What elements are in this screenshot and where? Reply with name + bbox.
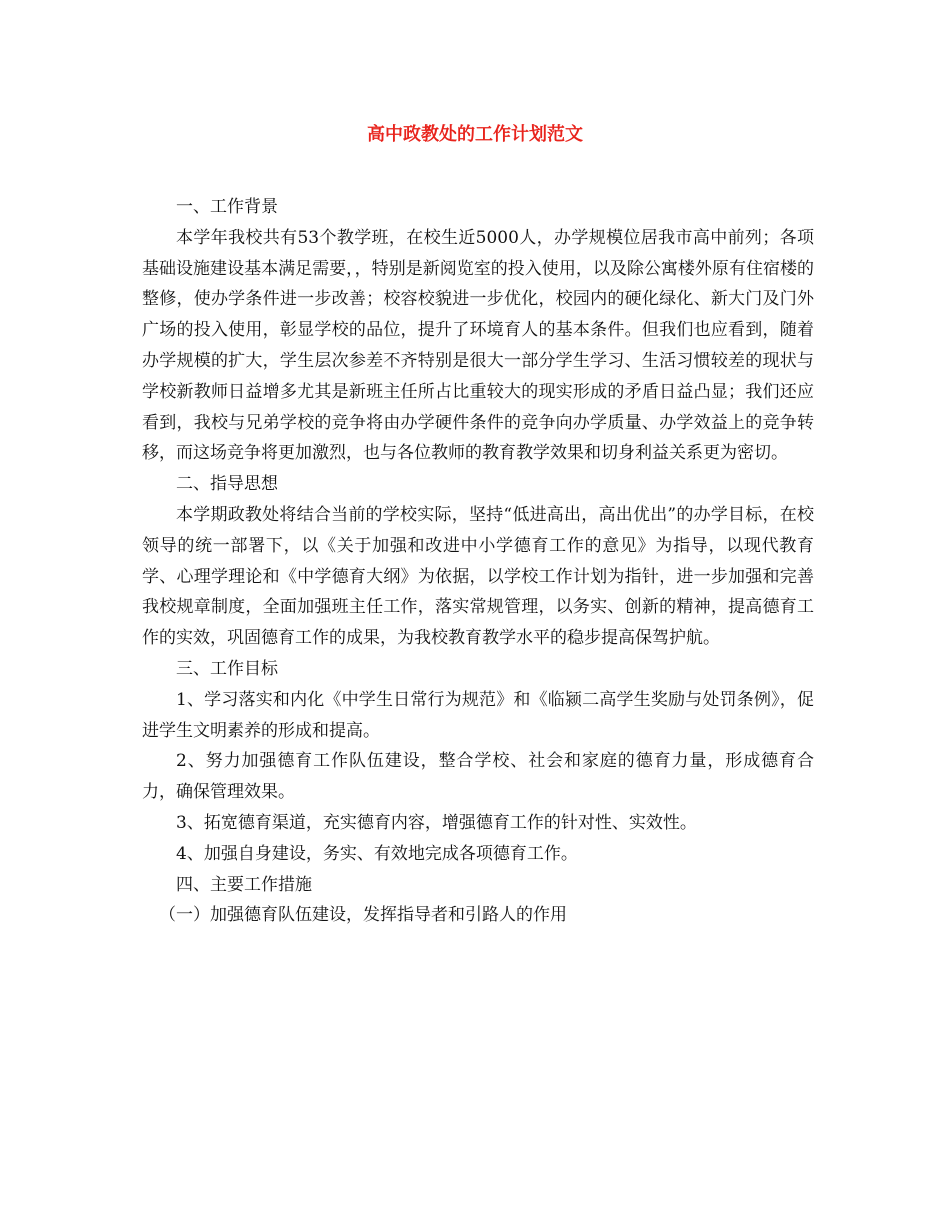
- document-title: 高中政教处的工作计划范文: [367, 124, 583, 145]
- section-heading-guiding-ideology: 二、指导思想: [176, 474, 278, 495]
- paragraph-background: 本学年我校共有53个教学班，在校生近5000人，办学规模位居我市高中前列；各项基础设施建设基本满足需要，，特别是新阅览室的投入使用，以及除公寓楼外原有住宿楼的整修，使办学条件进一步改善；校容校貌进一步优化，校园内的硬化绿化、新大门及门外广场的投入使用，彰显学校的品位，提升了环境育人的基本条件。但我们也应看到，随着办学规模的扩大，学生层次参差不齐特别是很大一部分学生学习、生活习惯较差的现状与学校新教师日益增多尤其是新班主任所占比重较大的现实形成的矛盾日益凸显；我们还应看到，我校与兄弟学校的竞争将由办学硬件条件的竞争向办学质量、办学效益上的竞争转移，而这场竞争将更加激烈，也与各位教师的教育教学效果和切身利益关系更为密切。: [142, 227, 814, 464]
- goal-item-1: 1、学习落实和内化《中学生日常行为规范》和《临颍二高学生奖励与处罚条例》，促进学生文明素养的形成和提高。: [142, 689, 814, 741]
- document-body: [142, 192, 814, 931]
- goal-item-3: 3、拓宽德育渠道，充实德育内容，增强德育工作的针对性、实效性。: [176, 812, 697, 833]
- section-heading-work-goals: 三、工作目标: [176, 658, 278, 679]
- section-heading-main-measures: 四、主要工作措施: [176, 874, 312, 895]
- subsection-heading-1: （一）加强德育队伍建设，发挥指导者和引路人的作用: [159, 905, 567, 926]
- section-heading-background: 一、工作背景: [176, 197, 278, 217]
- goal-item-2: 2、努力加强德育工作队伍建设，整合学校、社会和家庭的德育力量，形成德育合力，确保管理效果。: [142, 751, 814, 803]
- goal-item-4: 4、加强自身建设，务实、有效地完成各项德育工作。: [176, 843, 578, 864]
- paragraph-guiding-ideology: 本学期政教处将结合当前的学校实际，坚持“低进高出，高出优出”的办学目标，在校领导的统一部署下，以《关于加强和改进中小学德育工作的意见》为指导，以现代教育学、心理学理论和《中学德育大纲》为依据，以学校工作计划为指针，进一步加强和完善我校规章制度，全面加强班主任工作，落实常规管理，以务实、创新的精神，提高德育工作的实效，巩固德育工作的成果，为我校教育教学水平的稳步提高保驾护航。: [142, 504, 814, 649]
